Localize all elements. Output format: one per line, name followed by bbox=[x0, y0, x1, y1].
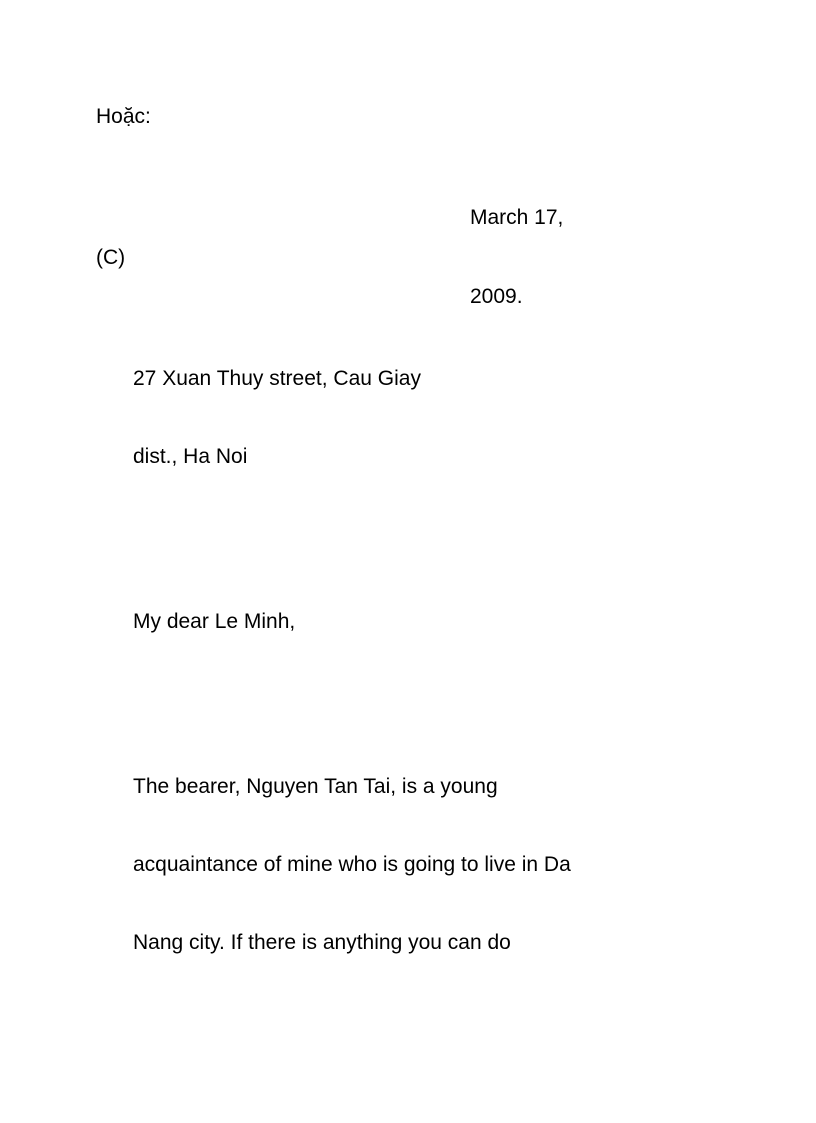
address-line-1: 27 Xuan Thuy street, Cau Giay bbox=[133, 367, 421, 390]
salutation: My dear Le Minh, bbox=[133, 610, 296, 633]
date-line-1: March 17, bbox=[470, 206, 564, 229]
body-line-3: Nang city. If there is anything you can do bbox=[133, 931, 511, 954]
section-marker: (C) bbox=[96, 246, 126, 269]
body-line-2: acquaintance of mine who is going to live in Da bbox=[133, 853, 571, 876]
address-line-2: dist., Ha Noi bbox=[133, 445, 248, 468]
section-heading: Hoặc: bbox=[96, 105, 151, 128]
body-line-1: The bearer, Nguyen Tan Tai, is a young bbox=[133, 775, 498, 798]
date-line-2: 2009. bbox=[470, 285, 523, 308]
